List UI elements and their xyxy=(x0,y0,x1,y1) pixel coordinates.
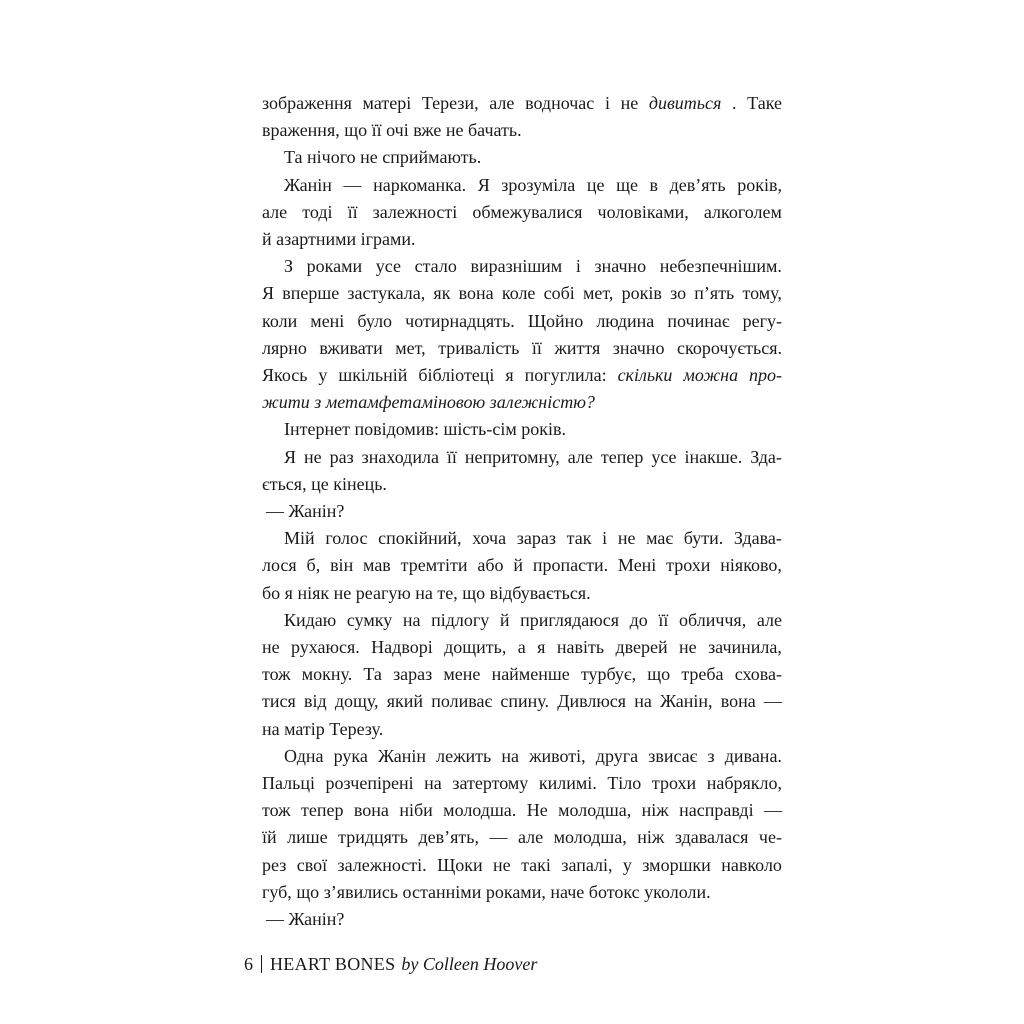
text-line: рез свої залежності. Щоки не такі запалі, у зморшки навколо xyxy=(262,854,782,875)
text-line: З роками усе стало виразнішим і значно небезпечнішим. xyxy=(284,256,782,277)
footer-separator xyxy=(261,955,262,973)
text-line: ється, це кінець. xyxy=(262,473,387,494)
running-author: by Colleen Hoover xyxy=(401,954,538,974)
text-line: Мій голос спокійний, хоча зараз так і не має бути. Здава- xyxy=(284,528,782,549)
text-line: лося б, він мав тремтіти або й пропасти. Мені трохи ніяково, xyxy=(262,555,782,576)
text-line: Жанін — наркоманка. Я зрозуміла це ще в дев’ять років, xyxy=(284,174,782,195)
text-line: тися від дощу, який поливає спину. Дивлюся на Жанін, вона — xyxy=(262,691,782,712)
text-line: Та нічого не сприймають. xyxy=(284,147,482,168)
text-line: не рухаюся. Надворі дощить, а я навіть дверей не зачинила, xyxy=(262,637,782,658)
text-line: Кидаю сумку на підлогу й приглядаюся до її обличчя, але xyxy=(284,609,782,630)
text-line: бо я ніяк не реагую на те, що відбувається. xyxy=(262,582,591,603)
text-line: їй лише тридцять дев’ять, — але молодша, ніж здавалася че- xyxy=(262,827,782,848)
text-line: Якось у шкільній бібліотеці я погуглила: скільки можна про- xyxy=(262,365,782,386)
text-line: на матір Терезу. xyxy=(262,718,384,739)
text-line: жити з метамфетаміновою залежністю? xyxy=(262,392,595,413)
text-line: коли мені було чотирнадцять. Щойно людина починає регу- xyxy=(262,310,782,331)
body-text xyxy=(262,90,782,933)
text-line: Інтернет повідомив: шість-сім років. xyxy=(284,419,567,440)
page-footer xyxy=(244,952,537,976)
text-line: — Жанін? xyxy=(266,501,345,522)
text-line: й азартними іграми. xyxy=(262,229,416,250)
running-title: HEART BONES xyxy=(270,954,396,974)
text-line: враження, що її очі вже не бачать. xyxy=(262,120,522,141)
text-line: тож тепер вона ніби молодша. Не молодша, ніж насправді — xyxy=(262,800,782,821)
text-line: — Жанін? xyxy=(266,909,345,930)
text-line: Одна рука Жанін лежить на животі, друга звисає з дивана. xyxy=(284,745,782,766)
text-line: зображення матері Терези, але водночас і не дивиться . Таке xyxy=(262,93,782,113)
text-line: губ, що з’явились останніми роками, наче ботокс укололи. xyxy=(262,881,711,902)
text-line: Я не раз знаходила її непритомну, але тепер усе інакше. Зда- xyxy=(284,446,782,467)
page-number: 6 xyxy=(244,954,253,974)
text-line: тож мокну. Та зараз мене найменше турбує, що треба схова- xyxy=(262,664,782,685)
text-line: Пальці розчепірені на затертому килимі. Тіло трохи набрякло, xyxy=(262,773,782,794)
text-line: Я вперше застукала, як вона коле собі мет, років зо п’ять тому, xyxy=(262,283,782,304)
text-line: але тоді її залежності обмежувалися чоловіками, алкоголем xyxy=(262,201,782,222)
text-line: лярно вживати мет, тривалість її життя значно скорочується. xyxy=(262,337,782,358)
